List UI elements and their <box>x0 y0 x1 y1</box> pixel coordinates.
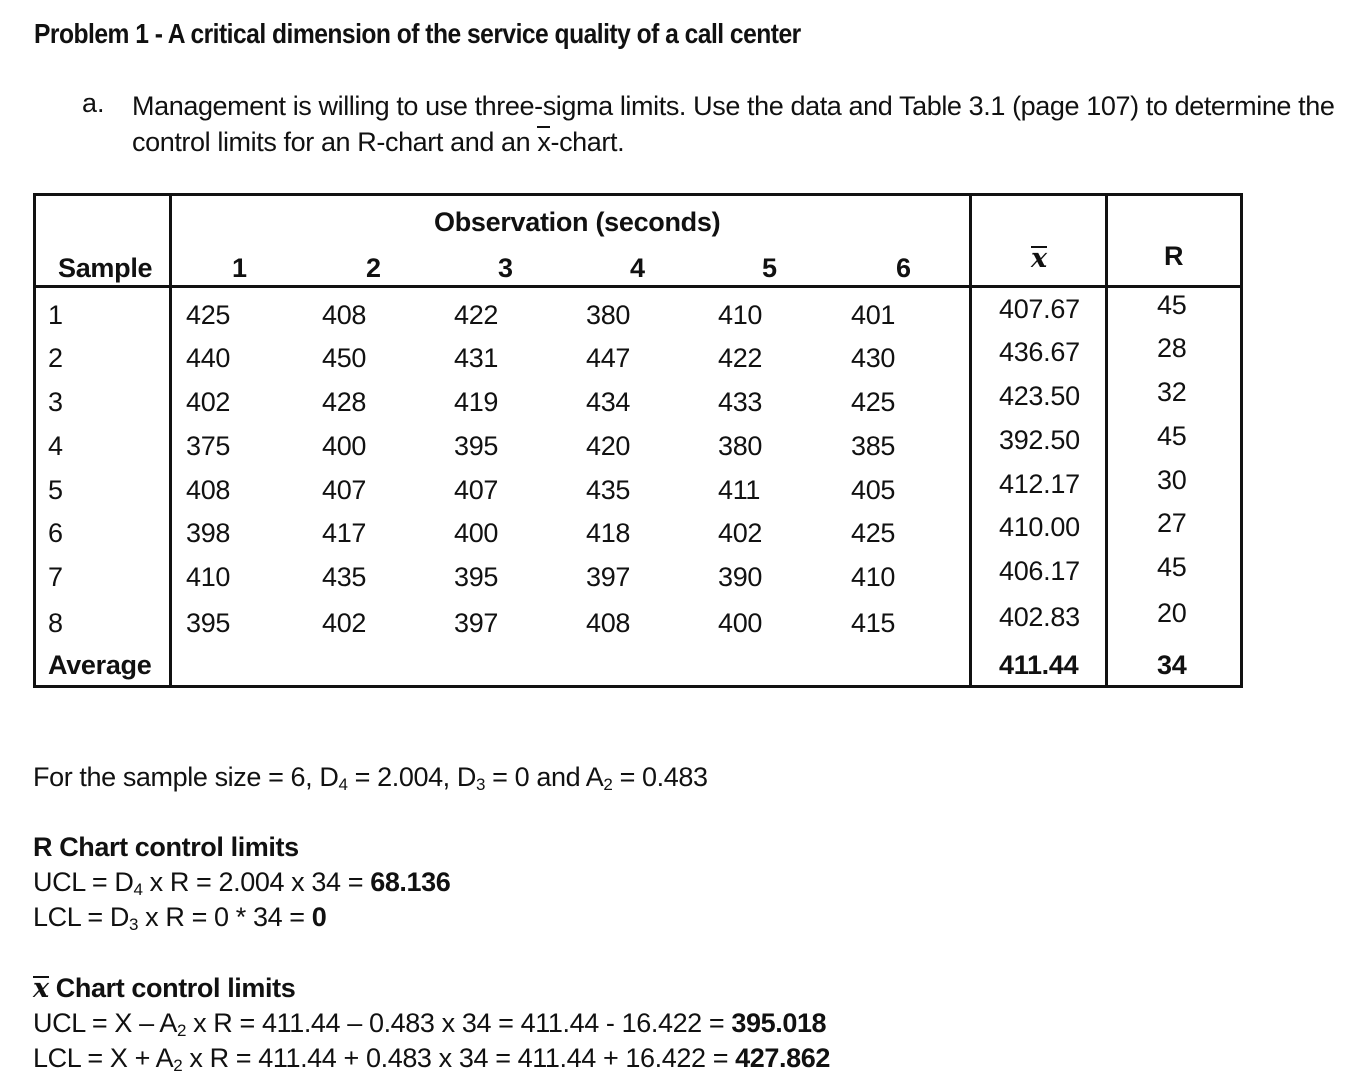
constants-text: = 2.004, D <box>347 762 476 792</box>
x-chart-heading-text: Chart control limits <box>48 973 296 1003</box>
question-line-2 <box>132 127 624 157</box>
observation-cell: 417 <box>322 518 367 548</box>
observation-cell: 419 <box>454 387 499 417</box>
observation-cell: 415 <box>851 608 896 638</box>
row-sample: 2 <box>48 343 63 373</box>
row-xbar: 423.50 <box>999 381 1080 411</box>
constants-text: For the sample size = 6, D <box>33 762 339 792</box>
x-chart-lcl-result: 427.862 <box>735 1043 830 1073</box>
observation-cell: 431 <box>454 343 499 373</box>
row-r: 45 <box>1157 552 1187 582</box>
average-label: Average <box>48 650 152 680</box>
observation-cell: 440 <box>186 343 231 373</box>
observation-cell: 435 <box>322 562 367 592</box>
question-label: a. <box>82 88 105 118</box>
observation-cell: 407 <box>454 475 499 505</box>
observation-cell: 408 <box>586 608 631 638</box>
formula-text: LCL = D <box>33 902 129 932</box>
observation-cell: 434 <box>586 387 631 417</box>
observation-cell: 407 <box>322 475 367 505</box>
observation-cell: 411 <box>718 475 761 505</box>
row-xbar: 436.67 <box>999 337 1080 367</box>
subscript: 3 <box>476 775 486 794</box>
observation-cell: 395 <box>186 608 231 638</box>
observation-cell: 397 <box>586 562 631 592</box>
constants-text: = 0 and A <box>485 762 604 792</box>
subscript: 2 <box>173 1056 183 1075</box>
average-r: 34 <box>1157 650 1187 680</box>
subscript: 4 <box>338 775 348 794</box>
x-chart-ucl <box>33 1008 826 1041</box>
observation-cell: 380 <box>718 431 763 461</box>
observation-cell: 400 <box>454 518 499 548</box>
row-sample: 8 <box>48 608 63 638</box>
row-r: 45 <box>1157 421 1187 451</box>
observation-cell: 408 <box>322 300 367 330</box>
observation-cell: 447 <box>586 343 631 373</box>
observation-table <box>33 193 1243 688</box>
row-r: 45 <box>1157 290 1187 320</box>
x-chart-ucl-result: 395.018 <box>731 1008 827 1038</box>
header-r: R <box>1164 241 1184 271</box>
formula-text: x R = 2.004 x 34 = <box>142 867 371 897</box>
formula-text: UCL = D <box>33 867 134 897</box>
x-chart-heading <box>33 973 295 1004</box>
constants-line <box>33 762 708 795</box>
header-observation-6: 6 <box>896 253 911 283</box>
observation-cell: 435 <box>586 475 631 505</box>
row-xbar: 392.50 <box>999 425 1080 455</box>
r-chart-heading: R Chart control limits <box>33 832 299 862</box>
r-chart-lcl <box>33 902 326 935</box>
header-observation-1: 1 <box>232 253 247 283</box>
observation-cell: 425 <box>851 518 896 548</box>
observation-cell: 405 <box>851 475 896 505</box>
question-text <box>132 88 1335 160</box>
observation-cell: 401 <box>851 300 896 330</box>
header-observation-5: 5 <box>762 253 777 283</box>
row-xbar: 407.67 <box>999 294 1080 324</box>
row-r: 27 <box>1157 508 1187 538</box>
observation-cell: 395 <box>454 431 499 461</box>
row-r: 30 <box>1157 465 1187 495</box>
formula-text: x R = 0 * 34 = <box>138 902 312 932</box>
observation-cell: 420 <box>586 431 631 461</box>
table-divider <box>1105 196 1108 685</box>
header-observation-3: 3 <box>498 253 513 283</box>
r-chart-ucl <box>33 867 450 900</box>
page-title: Problem 1 - A critical dimension of the service quality of a call center <box>34 18 801 49</box>
question-line-1: Management is willing to use three-sigma limits. Use the data and Table 3.1 (page 107) to determine the <box>132 91 1335 121</box>
observation-cell: 410 <box>186 562 231 592</box>
constants-text: = 0.483 <box>612 762 708 792</box>
observation-cell: 408 <box>186 475 231 505</box>
row-r: 20 <box>1157 598 1187 628</box>
average-xbar: 411.44 <box>999 650 1079 680</box>
formula-text: LCL = X + A <box>33 1043 174 1073</box>
observation-cell: 410 <box>718 300 763 330</box>
xbar-symbol: x <box>33 973 49 1004</box>
observation-cell: 390 <box>718 562 763 592</box>
table-divider <box>969 196 972 685</box>
xbar-symbol: x <box>537 124 550 160</box>
observation-cell: 402 <box>322 608 367 638</box>
observation-cell: 400 <box>322 431 367 461</box>
formula-text: UCL = X – A <box>33 1008 177 1038</box>
row-xbar: 410.00 <box>999 512 1080 542</box>
observation-cell: 380 <box>586 300 631 330</box>
header-observation-2: 2 <box>366 253 381 283</box>
table-divider <box>169 196 172 685</box>
row-xbar: 406.17 <box>999 556 1080 586</box>
subscript: 3 <box>129 915 139 934</box>
observation-cell: 422 <box>718 343 763 373</box>
observation-cell: 422 <box>454 300 499 330</box>
observation-cell: 430 <box>851 343 896 373</box>
question-line-2-pre: control limits for an R-chart and an <box>132 127 538 157</box>
question-line-2-post: -chart. <box>550 127 625 157</box>
observation-cell: 428 <box>322 387 367 417</box>
row-xbar: 412.17 <box>999 469 1080 499</box>
table-header-divider <box>36 285 1240 288</box>
formula-text: x R = 411.44 – 0.483 x 34 = 411.44 - 16.422 = <box>186 1008 732 1038</box>
row-sample: 7 <box>48 562 63 592</box>
x-chart-lcl <box>33 1043 830 1076</box>
row-sample: 1 <box>48 300 63 330</box>
observation-cell: 398 <box>186 518 231 548</box>
header-observation-4: 4 <box>630 253 645 283</box>
xbar-symbol: x <box>1031 243 1047 274</box>
header-sample: Sample <box>58 253 153 283</box>
observation-cell: 425 <box>186 300 231 330</box>
observation-cell: 433 <box>718 387 763 417</box>
observation-cell: 402 <box>718 518 763 548</box>
row-r: 32 <box>1157 377 1187 407</box>
row-sample: 5 <box>48 475 63 505</box>
row-sample: 3 <box>48 387 63 417</box>
subscript: 2 <box>603 775 613 794</box>
header-xbar <box>1031 243 1047 274</box>
observation-cell: 418 <box>586 518 631 548</box>
row-sample: 6 <box>48 518 63 548</box>
observation-cell: 375 <box>186 431 231 461</box>
observation-cell: 450 <box>322 343 367 373</box>
observation-cell: 385 <box>851 431 896 461</box>
header-observation-group: Observation (seconds) <box>434 207 721 237</box>
row-sample: 4 <box>48 431 63 461</box>
subscript: 2 <box>176 1021 186 1040</box>
r-chart-ucl-result: 68.136 <box>370 867 451 897</box>
subscript: 4 <box>133 880 143 899</box>
formula-text: x R = 411.44 + 0.483 x 34 = 411.44 + 16.422 = <box>182 1043 736 1073</box>
observation-cell: 425 <box>851 387 896 417</box>
row-r: 28 <box>1157 333 1187 363</box>
r-chart-lcl-result: 0 <box>311 902 327 932</box>
observation-cell: 400 <box>718 608 763 638</box>
row-xbar: 402.83 <box>999 602 1080 632</box>
observation-cell: 402 <box>186 387 231 417</box>
observation-cell: 410 <box>851 562 896 592</box>
observation-cell: 395 <box>454 562 499 592</box>
observation-cell: 397 <box>454 608 499 638</box>
